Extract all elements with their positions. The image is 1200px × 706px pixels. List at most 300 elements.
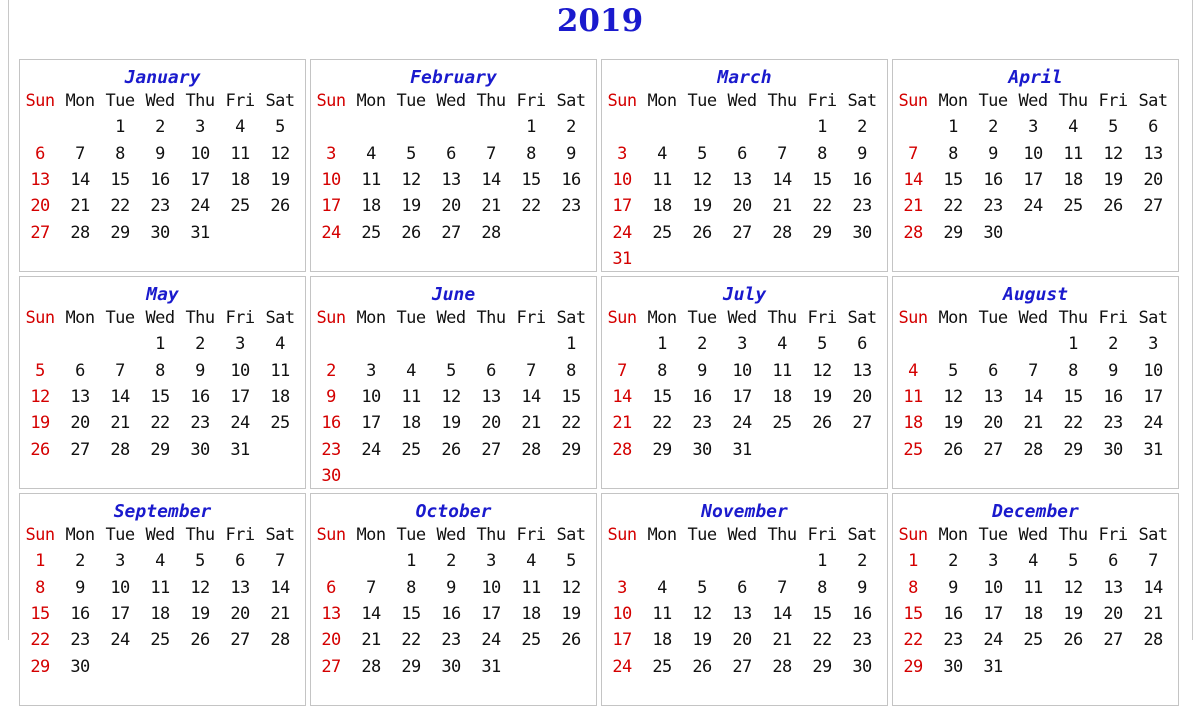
day-cell: 29 [30, 656, 50, 677]
day-cell: 31 [481, 656, 501, 677]
weekday-label: Sun [25, 308, 55, 329]
week-row [311, 653, 596, 679]
day-cell: 14 [110, 387, 130, 408]
day-cell: 27 [441, 222, 461, 243]
weekday-label: Thu [767, 308, 797, 329]
week-row [893, 548, 1178, 574]
weekday-label: Sat [847, 91, 877, 112]
day-cell: 22 [812, 196, 832, 217]
week-row [20, 193, 305, 219]
day-cell: 13 [1143, 143, 1163, 164]
day-cell: 3 [988, 551, 998, 572]
day-cell: 21 [521, 413, 541, 434]
day-cell: 5 [195, 551, 205, 572]
day-cell: 28 [612, 439, 632, 460]
day-cell: 10 [732, 360, 752, 381]
weekday-label: Mon [65, 308, 95, 329]
day-cell: 20 [732, 630, 752, 651]
month-september [19, 493, 306, 706]
day-cell: 5 [1108, 117, 1118, 138]
day-cell: 2 [1108, 334, 1118, 355]
weekday-label: Sun [25, 91, 55, 112]
week-row [311, 358, 596, 384]
weekday-label: Tue [105, 525, 135, 546]
weekday-label: Thu [476, 525, 506, 546]
day-cell: 13 [1103, 577, 1123, 598]
day-cell: 23 [561, 196, 581, 217]
day-cell: 16 [321, 413, 341, 434]
day-cell: 13 [732, 170, 752, 191]
day-cell: 19 [30, 413, 50, 434]
day-cell: 27 [70, 439, 90, 460]
day-cell: 11 [1023, 577, 1043, 598]
week-row [20, 653, 305, 679]
day-cell: 27 [1143, 196, 1163, 217]
day-cell: 4 [908, 360, 918, 381]
day-cell: 25 [1023, 630, 1043, 651]
week-row [602, 436, 887, 462]
day-cell: 27 [30, 222, 50, 243]
day-cell: 9 [446, 577, 456, 598]
day-cell: 29 [812, 222, 832, 243]
day-cell: 22 [150, 413, 170, 434]
day-cell: 15 [561, 387, 581, 408]
day-cell: 12 [692, 604, 712, 625]
month-name: April [1008, 67, 1063, 88]
day-cell: 10 [190, 143, 210, 164]
day-cell: 1 [526, 117, 536, 138]
day-cell: 29 [1063, 439, 1083, 460]
day-cell: 24 [190, 196, 210, 217]
week-row [20, 167, 305, 193]
day-cell: 31 [1143, 439, 1163, 460]
day-cell: 11 [230, 143, 250, 164]
weekday-label: Mon [356, 308, 386, 329]
day-cell: 5 [446, 360, 456, 381]
weekday-label: Fri [225, 91, 255, 112]
week-row [311, 331, 596, 357]
day-cell: 26 [692, 656, 712, 677]
day-cell: 1 [948, 117, 958, 138]
day-cell: 7 [617, 360, 627, 381]
day-cell: 7 [486, 143, 496, 164]
day-cell: 24 [612, 656, 632, 677]
weekday-label: Sun [898, 525, 928, 546]
month-name: September [113, 501, 212, 522]
month-name: May [146, 284, 179, 305]
day-cell: 13 [30, 170, 50, 191]
day-cell: 1 [566, 334, 576, 355]
day-cell: 23 [943, 630, 963, 651]
weekday-header [20, 522, 305, 548]
day-cell: 9 [948, 577, 958, 598]
day-cell: 11 [270, 360, 290, 381]
day-cell: 5 [35, 360, 45, 381]
weekday-label: Wed [436, 308, 466, 329]
day-cell: 16 [852, 604, 872, 625]
day-cell: 21 [903, 196, 923, 217]
month-name: October [415, 501, 492, 522]
day-cell: 20 [230, 604, 250, 625]
day-cell: 14 [1143, 577, 1163, 598]
day-cell: 31 [732, 439, 752, 460]
week-row [893, 575, 1178, 601]
day-cell: 19 [190, 604, 210, 625]
month-february [310, 59, 597, 272]
month-name: February [410, 67, 497, 88]
weekday-label: Tue [687, 91, 717, 112]
weekday-header [20, 88, 305, 114]
week-row [602, 331, 887, 357]
day-cell: 26 [692, 222, 712, 243]
week-row [311, 167, 596, 193]
month-october [310, 493, 597, 706]
day-cell: 7 [908, 143, 918, 164]
day-cell: 13 [321, 604, 341, 625]
day-cell: 22 [561, 413, 581, 434]
day-cell: 14 [612, 387, 632, 408]
weekday-header [602, 522, 887, 548]
week-row [20, 114, 305, 140]
day-cell: 18 [652, 630, 672, 651]
day-cell: 3 [486, 551, 496, 572]
week-row [893, 436, 1178, 462]
day-cell: 16 [943, 604, 963, 625]
day-cell: 17 [110, 604, 130, 625]
weekday-label: Tue [978, 525, 1008, 546]
day-cell: 24 [612, 222, 632, 243]
week-row [311, 193, 596, 219]
day-cell: 14 [481, 170, 501, 191]
day-cell: 12 [692, 170, 712, 191]
week-row [20, 436, 305, 462]
day-cell: 26 [441, 439, 461, 460]
day-cell: 14 [772, 604, 792, 625]
day-cell: 13 [481, 387, 501, 408]
week-row [602, 141, 887, 167]
weekday-label: Tue [105, 308, 135, 329]
day-cell: 1 [35, 551, 45, 572]
day-cell: 22 [30, 630, 50, 651]
week-row [893, 193, 1178, 219]
weekday-label: Tue [396, 308, 426, 329]
week-row [893, 141, 1178, 167]
day-cell: 19 [692, 630, 712, 651]
day-cell: 22 [903, 630, 923, 651]
week-row [311, 219, 596, 245]
day-cell: 3 [235, 334, 245, 355]
day-cell: 30 [441, 656, 461, 677]
day-cell: 10 [983, 577, 1003, 598]
day-cell: 3 [326, 143, 336, 164]
day-cell: 25 [903, 439, 923, 460]
day-cell: 9 [857, 143, 867, 164]
weekday-label: Sun [316, 525, 346, 546]
day-cell: 9 [155, 143, 165, 164]
weekday-label: Mon [938, 525, 968, 546]
day-cell: 24 [732, 413, 752, 434]
weekday-label: Fri [1098, 308, 1128, 329]
weekday-label: Fri [1098, 525, 1128, 546]
weekday-label: Wed [145, 308, 175, 329]
day-cell: 4 [406, 360, 416, 381]
day-cell: 10 [361, 387, 381, 408]
day-cell: 22 [110, 196, 130, 217]
weekday-label: Mon [938, 91, 968, 112]
day-cell: 2 [446, 551, 456, 572]
day-cell: 16 [852, 170, 872, 191]
day-cell: 2 [857, 117, 867, 138]
weekday-label: Sat [265, 308, 295, 329]
day-cell: 21 [270, 604, 290, 625]
weekday-label: Sat [1138, 525, 1168, 546]
day-cell: 26 [561, 630, 581, 651]
weekday-label: Tue [396, 525, 426, 546]
day-cell: 13 [230, 577, 250, 598]
day-cell: 11 [652, 604, 672, 625]
day-cell: 16 [692, 387, 712, 408]
day-cell: 10 [612, 170, 632, 191]
day-cell: 20 [441, 196, 461, 217]
month-june [310, 276, 597, 489]
day-cell: 28 [521, 439, 541, 460]
day-cell: 15 [943, 170, 963, 191]
day-cell: 11 [772, 360, 792, 381]
day-cell: 13 [983, 387, 1003, 408]
day-cell: 12 [812, 360, 832, 381]
day-cell: 18 [361, 196, 381, 217]
month-name: August [1002, 284, 1069, 305]
day-cell: 1 [1068, 334, 1078, 355]
day-cell: 14 [70, 170, 90, 191]
week-row [20, 575, 305, 601]
month-march [601, 59, 888, 272]
weekday-header [893, 88, 1178, 114]
day-cell: 25 [652, 656, 672, 677]
day-cell: 22 [652, 413, 672, 434]
day-cell: 5 [697, 143, 707, 164]
weekday-header [311, 88, 596, 114]
day-cell: 19 [1063, 604, 1083, 625]
weekday-label: Wed [727, 525, 757, 546]
day-cell: 7 [275, 551, 285, 572]
day-cell: 19 [943, 413, 963, 434]
day-cell: 8 [115, 143, 125, 164]
day-cell: 15 [652, 387, 672, 408]
weekday-label: Wed [436, 91, 466, 112]
day-cell: 4 [1028, 551, 1038, 572]
day-cell: 1 [908, 551, 918, 572]
day-cell: 26 [401, 222, 421, 243]
day-cell: 13 [70, 387, 90, 408]
day-cell: 1 [657, 334, 667, 355]
weekday-label: Wed [1018, 91, 1048, 112]
week-row [20, 141, 305, 167]
day-cell: 7 [1148, 551, 1158, 572]
day-cell: 2 [155, 117, 165, 138]
weekday-label: Tue [396, 91, 426, 112]
day-cell: 30 [852, 222, 872, 243]
week-row [893, 219, 1178, 245]
weekday-label: Sun [316, 91, 346, 112]
week-row [893, 358, 1178, 384]
day-cell: 14 [361, 604, 381, 625]
day-cell: 27 [1103, 630, 1123, 651]
day-cell: 18 [652, 196, 672, 217]
day-cell: 3 [1028, 117, 1038, 138]
day-cell: 29 [943, 222, 963, 243]
day-cell: 4 [155, 551, 165, 572]
weekday-label: Wed [145, 525, 175, 546]
weekday-label: Tue [105, 91, 135, 112]
week-row [311, 114, 596, 140]
day-cell: 18 [401, 413, 421, 434]
day-cell: 18 [772, 387, 792, 408]
day-cell: 2 [697, 334, 707, 355]
weekday-header [20, 305, 305, 331]
day-cell: 2 [326, 360, 336, 381]
day-cell: 23 [150, 196, 170, 217]
weekday-label: Sat [1138, 91, 1168, 112]
day-cell: 18 [270, 387, 290, 408]
day-cell: 11 [652, 170, 672, 191]
day-cell: 8 [526, 143, 536, 164]
day-cell: 15 [521, 170, 541, 191]
day-cell: 3 [737, 334, 747, 355]
day-cell: 26 [943, 439, 963, 460]
weekday-label: Wed [1018, 525, 1048, 546]
day-cell: 15 [1063, 387, 1083, 408]
weekday-label: Mon [65, 525, 95, 546]
day-cell: 4 [777, 334, 787, 355]
day-cell: 24 [321, 222, 341, 243]
day-cell: 10 [1143, 360, 1163, 381]
day-cell: 17 [1023, 170, 1043, 191]
day-cell: 28 [1023, 439, 1043, 460]
day-cell: 12 [561, 577, 581, 598]
day-cell: 22 [943, 196, 963, 217]
day-cell: 5 [1068, 551, 1078, 572]
day-cell: 15 [401, 604, 421, 625]
day-cell: 8 [566, 360, 576, 381]
day-cell: 6 [75, 360, 85, 381]
day-cell: 19 [441, 413, 461, 434]
day-cell: 17 [361, 413, 381, 434]
week-row [602, 601, 887, 627]
day-cell: 28 [110, 439, 130, 460]
day-cell: 7 [526, 360, 536, 381]
day-cell: 9 [697, 360, 707, 381]
weekday-label: Fri [807, 91, 837, 112]
weekday-label: Sun [898, 308, 928, 329]
day-cell: 6 [737, 577, 747, 598]
day-cell: 1 [155, 334, 165, 355]
week-row [20, 548, 305, 574]
week-row [20, 384, 305, 410]
day-cell: 19 [401, 196, 421, 217]
week-row [602, 627, 887, 653]
weekday-label: Thu [185, 308, 215, 329]
week-row [893, 653, 1178, 679]
day-cell: 24 [481, 630, 501, 651]
day-cell: 8 [817, 143, 827, 164]
day-cell: 3 [366, 360, 376, 381]
weekday-label: Fri [225, 525, 255, 546]
day-cell: 26 [812, 413, 832, 434]
day-cell: 27 [983, 439, 1003, 460]
week-row [893, 114, 1178, 140]
weekday-label: Sun [25, 525, 55, 546]
day-cell: 4 [275, 334, 285, 355]
day-cell: 17 [612, 196, 632, 217]
day-cell: 18 [1023, 604, 1043, 625]
week-row [602, 114, 887, 140]
weekday-label: Sat [556, 308, 586, 329]
week-row [602, 410, 887, 436]
day-cell: 4 [526, 551, 536, 572]
day-cell: 29 [561, 439, 581, 460]
day-cell: 7 [1028, 360, 1038, 381]
day-cell: 12 [441, 387, 461, 408]
weekday-label: Thu [185, 525, 215, 546]
day-cell: 12 [30, 387, 50, 408]
day-cell: 7 [115, 360, 125, 381]
day-cell: 5 [406, 143, 416, 164]
day-cell: 12 [190, 577, 210, 598]
day-cell: 20 [1143, 170, 1163, 191]
day-cell: 8 [948, 143, 958, 164]
day-cell: 5 [697, 577, 707, 598]
day-cell: 10 [321, 170, 341, 191]
day-cell: 9 [857, 577, 867, 598]
day-cell: 18 [521, 604, 541, 625]
day-cell: 24 [1023, 196, 1043, 217]
day-cell: 30 [943, 656, 963, 677]
day-cell: 28 [903, 222, 923, 243]
month-name: November [701, 501, 788, 522]
day-cell: 23 [321, 439, 341, 460]
day-cell: 2 [988, 117, 998, 138]
day-cell: 17 [481, 604, 501, 625]
day-cell: 29 [903, 656, 923, 677]
day-cell: 23 [190, 413, 210, 434]
weekday-label: Fri [516, 308, 546, 329]
day-cell: 17 [1143, 387, 1163, 408]
week-row [893, 627, 1178, 653]
day-cell: 24 [983, 630, 1003, 651]
day-cell: 9 [195, 360, 205, 381]
weekday-label: Mon [938, 308, 968, 329]
day-cell: 24 [1143, 413, 1163, 434]
day-cell: 22 [521, 196, 541, 217]
day-cell: 29 [652, 439, 672, 460]
day-cell: 31 [983, 656, 1003, 677]
day-cell: 31 [612, 248, 632, 269]
day-cell: 3 [195, 117, 205, 138]
day-cell: 31 [190, 222, 210, 243]
day-cell: 11 [1063, 143, 1083, 164]
week-row [602, 167, 887, 193]
weekday-label: Thu [767, 525, 797, 546]
week-row [311, 627, 596, 653]
week-row [602, 384, 887, 410]
day-cell: 16 [441, 604, 461, 625]
day-cell: 6 [737, 143, 747, 164]
day-cell: 12 [401, 170, 421, 191]
weekday-label: Wed [1018, 308, 1048, 329]
day-cell: 23 [852, 630, 872, 651]
day-cell: 28 [481, 222, 501, 243]
